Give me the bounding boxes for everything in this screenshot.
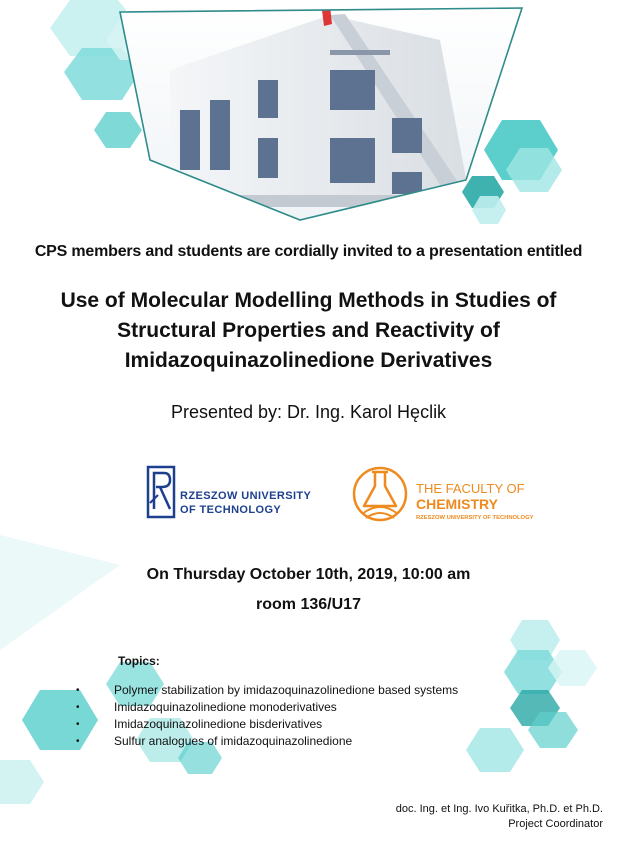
presentation-title bbox=[20, 286, 597, 376]
event-date: On Thursday October 10th, 2019, 10:00 am bbox=[146, 566, 471, 583]
list-item: • Sulfur analogues of imidazoquinazolinedione bbox=[76, 733, 458, 750]
presentation-title-line: Imidazoquinazolinedione Derivatives bbox=[124, 349, 493, 372]
faculty-name-line1: THE FACULTY OF bbox=[416, 481, 525, 496]
faculty-name-line3: RZESZOW UNIVERSITY OF TECHNOLOGY bbox=[416, 515, 534, 521]
faculty-name-line2: CHEMISTRY bbox=[416, 496, 498, 512]
presentation-title-line: Use of Molecular Modelling Methods in Studies of bbox=[60, 289, 557, 312]
signer-role: Project Coordinator bbox=[508, 818, 603, 830]
hexagon-cluster-bottom-right bbox=[466, 620, 597, 772]
university-logo bbox=[146, 465, 326, 521]
event-room: room 136/U17 bbox=[256, 596, 361, 613]
list-item: • Imidazoquinazolinedione monoderivatives bbox=[76, 699, 458, 716]
faculty-logo bbox=[352, 464, 552, 524]
presenter: Presented by: Dr. Ing. Karol Hęclik bbox=[170, 402, 447, 422]
university-name-line2: OF TECHNOLOGY bbox=[180, 504, 282, 516]
invitation-text: CPS members and students are cordially invited to a presentation entitled bbox=[34, 243, 583, 260]
list-item: • Polymer stabilization by imidazoquinazolinedione based systems bbox=[76, 682, 458, 699]
university-name-line1: RZESZOW UNIVERSITY bbox=[180, 490, 312, 502]
signature-block bbox=[396, 802, 603, 832]
soft-triangle-left bbox=[0, 535, 120, 650]
topics-heading: Topics: bbox=[118, 654, 160, 668]
topics-list bbox=[76, 682, 458, 750]
list-item: • Imidazoquinazolinedione bisderivatives bbox=[76, 716, 458, 733]
presentation-title-line: Structural Properties and Reactivity of bbox=[117, 319, 500, 342]
signer-name: doc. Ing. et Ing. Ivo Kuřitka, Ph.D. et Ph.D. bbox=[395, 803, 603, 815]
